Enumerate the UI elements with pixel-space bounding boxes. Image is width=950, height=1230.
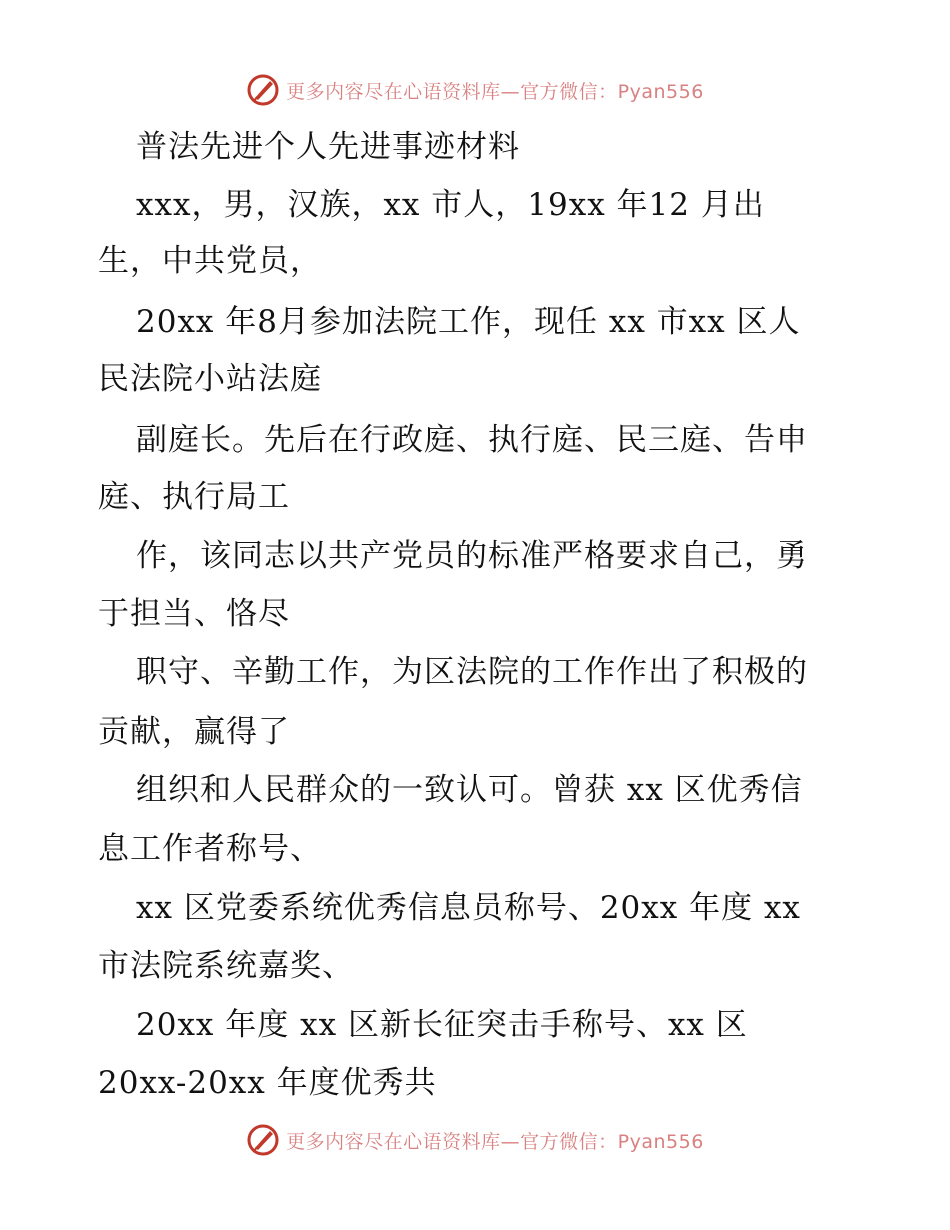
paragraph-line: 民法院小站法庭 (98, 361, 322, 397)
paragraph-line: xxx，男，汉族，xx 市人，19xx 年12 月出 (136, 187, 765, 223)
paragraph-line: 于担当、恪尽 (98, 596, 290, 632)
paragraph-line: 20xx-20xx 年度优秀共 (98, 1065, 437, 1101)
paragraph-line: 职守、辛勤工作，为区法院的工作作出了积极的 (136, 654, 808, 690)
paragraph-line: 生，中共党员， (98, 243, 322, 279)
paragraph-line: 息工作者称号、 (98, 831, 322, 867)
feather-pen-logo-icon (246, 1123, 280, 1157)
paragraph-line: 贡献，赢得了 (98, 714, 290, 750)
header-banner-text: 更多内容尽在心语资料库—官方微信：Pyan556 (286, 80, 704, 103)
paragraph-line: xx 区党委系统优秀信息员称号、20xx 年度 xx (136, 890, 801, 926)
paragraph-line: 组织和人民群众的一致认可。曾获 xx 区优秀信 (136, 772, 803, 808)
paragraph-line: 市法院系统嘉奖、 (98, 948, 354, 984)
paragraph-line: 20xx 年度 xx 区新长征突击手称号、xx 区 (136, 1007, 748, 1043)
paragraph-line: 20xx 年8月参加法院工作，现任 xx 市xx 区人 (136, 304, 801, 340)
paragraph-line: 庭、执行局工 (98, 479, 290, 515)
paragraph-line: 作，该同志以共产党员的标准严格要求自己，勇 (136, 538, 808, 574)
footer-banner-text: 更多内容尽在心语资料库—官方微信：Pyan556 (286, 1130, 704, 1153)
document-title: 普法先进个人先进事迹材料 (136, 129, 520, 165)
footer-banner (0, 1120, 950, 1160)
paragraph-line: 副庭长。先后在行政庭、执行庭、民三庭、告申 (136, 422, 808, 458)
